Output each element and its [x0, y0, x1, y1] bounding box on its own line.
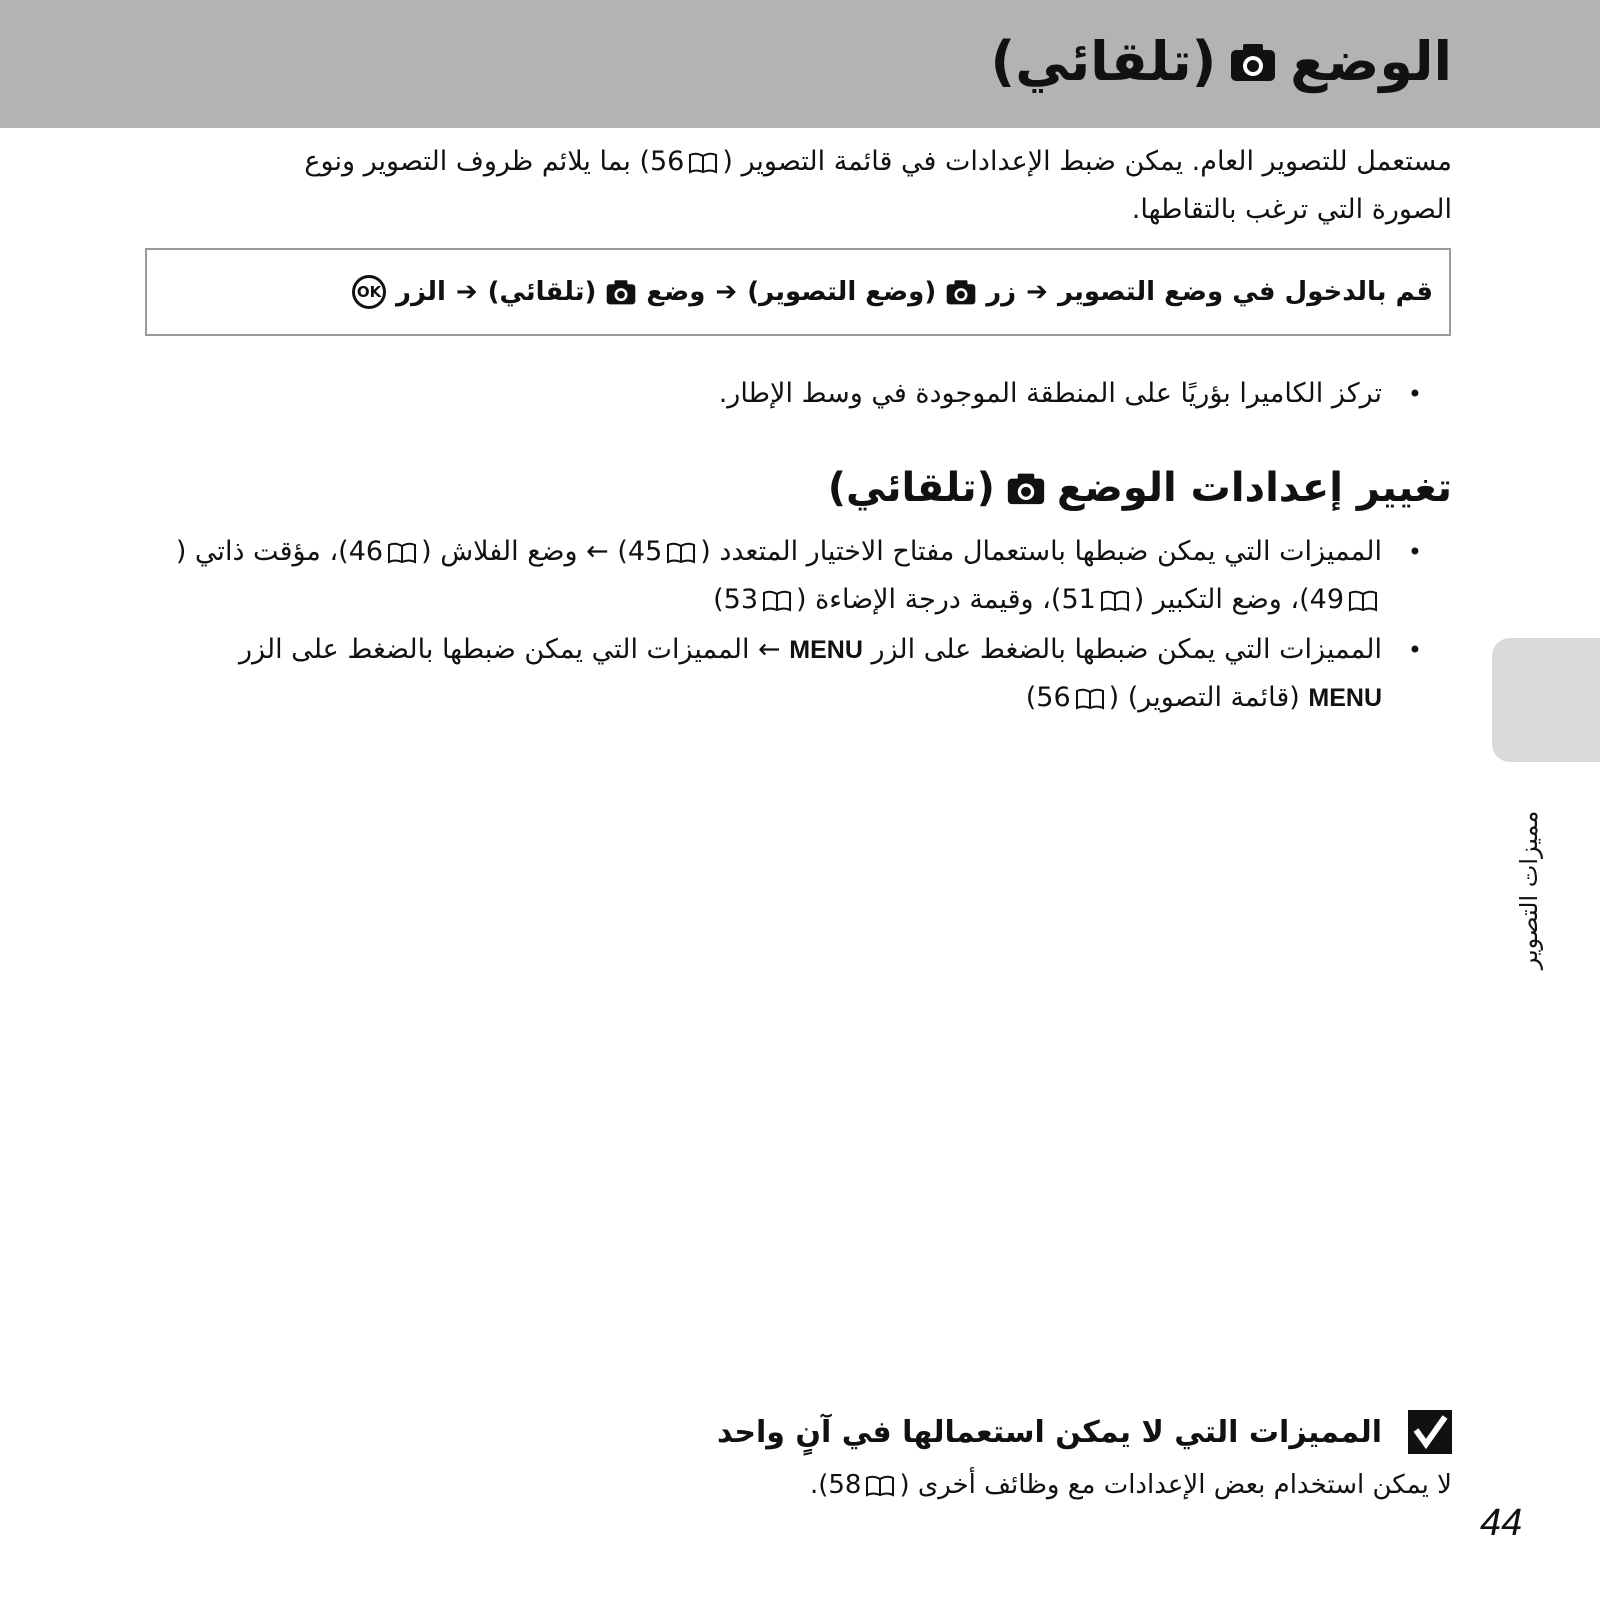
book-icon [1348, 590, 1378, 612]
book-icon [1100, 590, 1130, 612]
list-item [172, 626, 1422, 722]
section-heading-prefix: تغيير إعدادات الوضع [1056, 465, 1452, 511]
chapter-tab [1492, 638, 1600, 762]
item-text: المميزات التي يمكن ضبطها باستعمال مفتاح الاختيار المتعدد ( [700, 536, 1382, 567]
item-text: ) [713, 584, 724, 615]
note-text-1: لا يمكن استخدام بعض الإعدادات مع وظائف أخرى ( [899, 1470, 1452, 1500]
item-text: )، وضع التكبير ( [1133, 584, 1310, 615]
page-ref[interactable]: 56 [1036, 682, 1071, 713]
book-icon [688, 152, 718, 174]
nav-step-press: الزر [396, 277, 446, 307]
section-heading [828, 465, 1452, 511]
camera-icon [946, 279, 976, 305]
list-item: • تركز الكاميرا بؤريًا على المنطقة الموجودة في وسط الإطار. [322, 372, 1422, 416]
item-text: )، وقيمة درجة الإضاءة ( [796, 584, 1062, 615]
page-ref[interactable]: 49 [1309, 584, 1344, 615]
camera-icon [606, 279, 636, 305]
note-heading [717, 1410, 1452, 1454]
page-ref[interactable]: 45 [627, 536, 663, 567]
page-ref[interactable]: 46 [348, 536, 384, 567]
book-icon [387, 542, 417, 564]
camera-icon [1007, 472, 1045, 505]
item-text: المميزات التي يمكن ضبطها بالضغط على الزر [871, 634, 1382, 665]
item-text: ← المميزات التي يمكن ضبطها بالضغط على الزر [238, 634, 781, 665]
checkmark-note-icon [1408, 1410, 1452, 1454]
arrow-icon: ➔ [455, 277, 478, 307]
settings-list [172, 528, 1422, 724]
nav-step-shooting-mode: (وضع التصوير) [747, 277, 937, 307]
chapter-label-text: مميزات التصوير [1515, 810, 1543, 970]
ok-button-icon: OK [352, 275, 386, 309]
note-page-ref[interactable]: 58 [828, 1470, 862, 1500]
arrow-icon: ➔ [715, 277, 738, 307]
camera-icon [1230, 42, 1276, 82]
nav-step-auto: (تلقائي) [487, 277, 597, 307]
nav-step-mode: وضع [646, 277, 706, 307]
intro-paragraph [252, 138, 1452, 234]
chapter-label [1494, 790, 1564, 990]
page-ref[interactable]: 51 [1061, 584, 1096, 615]
nav-step-button: زر [986, 277, 1017, 307]
focus-note-list [322, 372, 1422, 416]
book-icon [666, 542, 696, 564]
item-text: ) [1025, 682, 1037, 713]
intro-text-2: ) بما يلائم ظروف التصوير ونوع الصورة التي ترغب بالتقاطها. [304, 146, 1452, 225]
navigation-box [145, 248, 1451, 336]
item-text: )، مؤقت ذاتي ( [175, 536, 349, 567]
title-prefix: الوضع [1290, 30, 1452, 93]
title-suffix: (تلقائي) [990, 30, 1217, 93]
menu-button-label: MENU [789, 636, 863, 664]
page-title [991, 30, 1452, 93]
nav-step-enter: قم بالدخول في وضع التصوير [1057, 277, 1433, 307]
item-text: ) ← وضع الفلاش ( [421, 536, 628, 567]
book-icon [865, 1475, 895, 1497]
note-text-2: ). [809, 1470, 829, 1500]
page-number: 44 [1480, 1502, 1523, 1544]
list-item [172, 528, 1422, 624]
page-ref[interactable]: 53 [723, 584, 759, 615]
intro-page-ref[interactable]: 56 [650, 146, 685, 177]
book-icon [1075, 688, 1105, 710]
arrow-icon: ➔ [1026, 277, 1048, 307]
section-heading-suffix: (تلقائي) [827, 465, 995, 511]
note-paragraph [810, 1470, 1452, 1500]
menu-button-label: MENU [1308, 684, 1382, 712]
note-heading-text: المميزات التي لا يمكن استعمالها في آنٍ واحد [717, 1414, 1382, 1450]
intro-text-1: مستعمل للتصوير العام. يمكن ضبط الإعدادات في قائمة التصوير ( [722, 146, 1452, 177]
book-icon [762, 590, 792, 612]
item-text: (قائمة التصوير) ( [1108, 682, 1300, 713]
header-bar [0, 0, 1600, 128]
